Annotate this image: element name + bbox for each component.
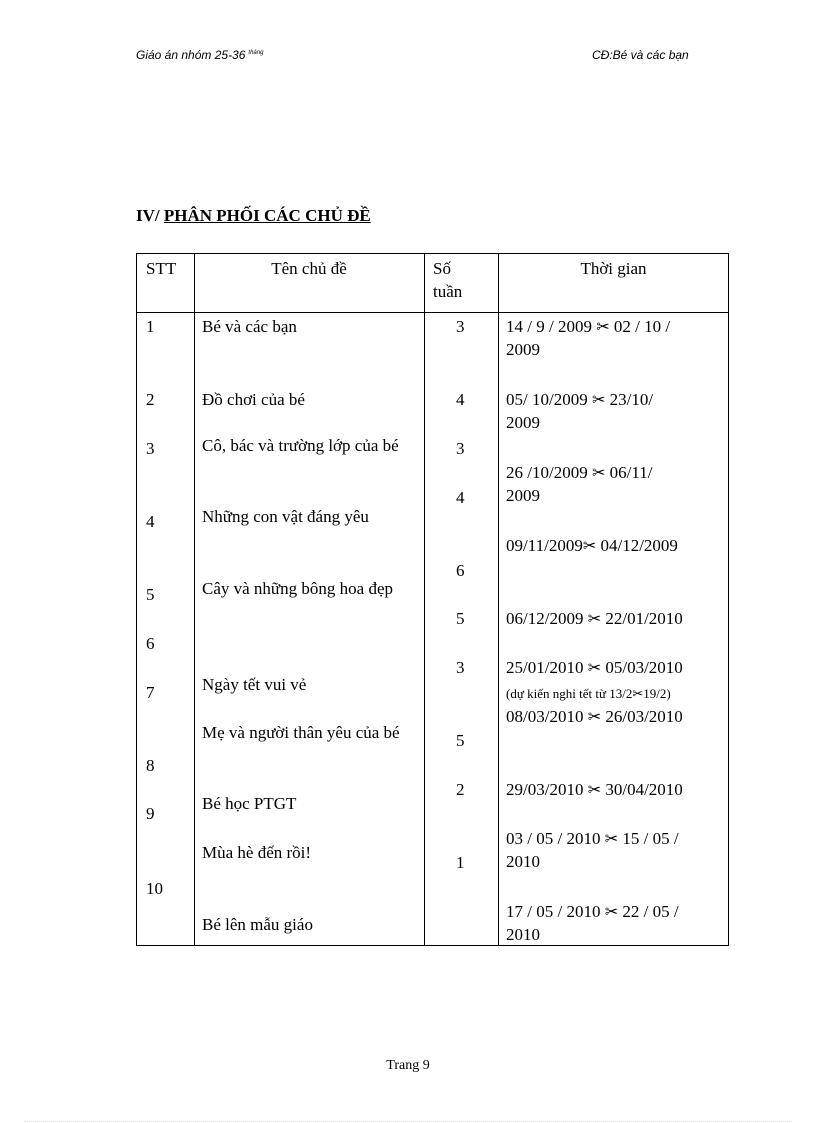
topic-cell: Bé và các bạn	[202, 317, 297, 336]
weeks-cell: 5	[456, 609, 465, 628]
header-weeks-line1: Số	[433, 259, 451, 278]
scissors-icon: ✂	[587, 782, 602, 799]
weeks-cell: 4	[456, 488, 465, 507]
column-divider	[498, 254, 499, 945]
topic-cell: Đồ chơi của bé	[202, 390, 305, 409]
weeks-cell: 6	[456, 561, 465, 580]
stt-cell: 7	[146, 683, 155, 702]
scissors-icon: ✂	[591, 465, 606, 482]
section-heading	[136, 206, 371, 226]
scissors-icon: ✂	[591, 392, 606, 409]
topic-cell: Mẹ và người thân yêu của bé	[202, 723, 400, 742]
header-left-sup: tháng	[248, 50, 264, 56]
topic-plan-table	[136, 253, 729, 946]
topic-cell: Cây và những bông hoa đẹp	[202, 579, 393, 598]
scissors-icon: ✂	[596, 319, 610, 336]
weeks-cell: 5	[456, 731, 465, 750]
stt-cell: 2	[146, 390, 155, 409]
header-time: Thời gian	[580, 259, 647, 278]
page-header-left	[136, 48, 263, 62]
scissors-icon: ✂	[604, 904, 619, 921]
stt-cell: 10	[146, 879, 163, 898]
time-cell-cont: 2009	[506, 486, 540, 505]
stt-cell: 3	[146, 439, 155, 458]
time-note: (dự kiến nghỉ tết từ 13/2✂19/2)	[506, 686, 671, 701]
header-left-text: Giáo án nhóm 25-36	[136, 48, 246, 62]
header-stt: STT	[146, 259, 177, 278]
page-number: Trang 9	[386, 1058, 430, 1073]
page-header-right: CĐ:Bé và các bạn	[592, 48, 689, 62]
header-topic: Tên chủ đề	[271, 259, 347, 278]
stt-cell: 6	[146, 634, 155, 653]
weeks-cell: 3	[456, 658, 465, 677]
time-cell-cont: 2010	[506, 852, 540, 871]
column-divider	[424, 254, 425, 945]
time-cell: 26 /10/2009 ✂ 06/11/	[506, 463, 653, 482]
scissors-icon: ✂	[632, 686, 644, 701]
column-divider	[194, 254, 195, 945]
topic-cell: Bé học PTGT	[202, 794, 297, 813]
section-number: IV/	[136, 206, 160, 225]
scissors-icon: ✂	[604, 831, 619, 848]
header-weeks-line2: tuần	[433, 282, 463, 301]
time-cell-cont: 2010	[506, 925, 540, 944]
weeks-cell: 3	[456, 439, 465, 458]
weeks-cell: 3	[456, 317, 465, 336]
page-edge-divider	[24, 1121, 792, 1122]
topic-cell: Cô, bác và trường lớp của bé	[202, 436, 399, 455]
time-cell: 25/01/2010 ✂ 05/03/2010	[506, 658, 683, 677]
time-cell-cont: 2009	[506, 413, 540, 432]
time-cell-cont: 2009	[506, 340, 540, 359]
topic-cell: Ngày tết vui vẻ	[202, 675, 307, 694]
stt-cell: 5	[146, 585, 155, 604]
time-cell: 06/12/2009 ✂ 22/01/2010	[506, 609, 683, 628]
time-cell: 14 / 9 / 2009 ✂ 02 / 10 /	[506, 317, 671, 336]
topic-cell: Những con vật đáng yêu	[202, 507, 369, 526]
time-cell: 09/11/2009✂ 04/12/2009	[506, 536, 678, 555]
time-cell: 08/03/2010 ✂ 26/03/2010	[506, 707, 683, 726]
weeks-cell: 2	[456, 780, 465, 799]
time-cell: 29/03/2010 ✂ 30/04/2010	[506, 780, 683, 799]
time-cell: 03 / 05 / 2010 ✂ 15 / 05 /	[506, 829, 679, 848]
scissors-icon: ✂	[587, 660, 602, 677]
topic-cell: Mùa hè đến rồi!	[202, 843, 312, 862]
scissors-icon: ✂	[587, 709, 602, 726]
scissors-icon: ✂	[582, 538, 597, 555]
topic-cell: Bé lên mẫu giáo	[202, 915, 313, 934]
stt-cell: 8	[146, 756, 155, 775]
time-cell: 17 / 05 / 2010 ✂ 22 / 05 /	[506, 902, 679, 921]
stt-cell: 1	[146, 317, 155, 336]
stt-cell: 4	[146, 512, 155, 531]
scissors-icon: ✂	[587, 611, 602, 628]
stt-cell: 9	[146, 804, 155, 823]
section-title: PHÂN PHỐI CÁC CHỦ ĐỀ	[163, 206, 371, 225]
time-cell: 05/ 10/2009 ✂ 23/10/	[506, 390, 654, 409]
weeks-cell: 1	[456, 853, 465, 872]
header-divider	[137, 312, 728, 313]
weeks-cell: 4	[456, 390, 465, 409]
